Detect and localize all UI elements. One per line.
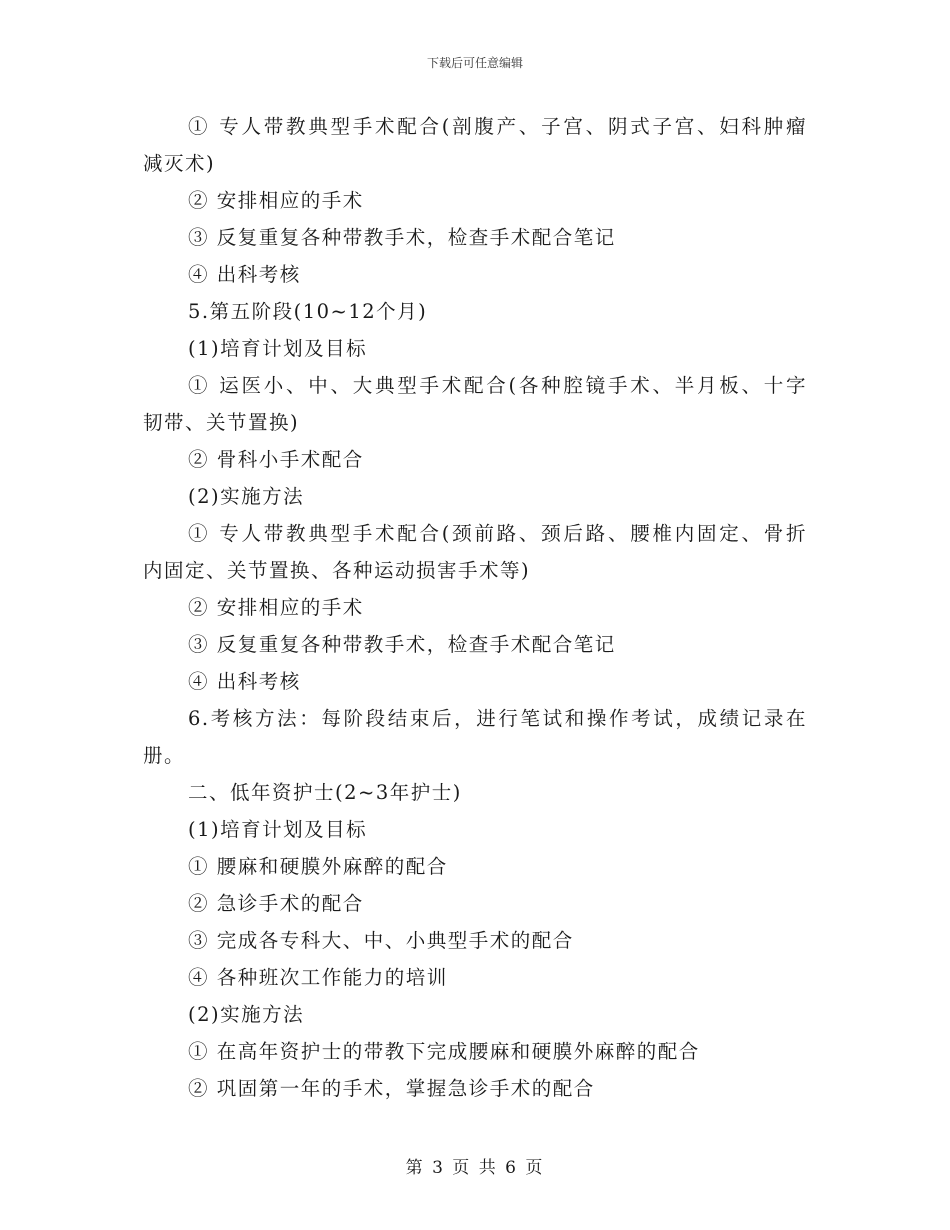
- text-line: ③ 反复重复各种带教手术，检查手术配合笔记: [188, 226, 616, 249]
- text-line: (2)实施方法: [188, 1003, 305, 1026]
- text-line: ④ 各种班次工作能力的培训: [188, 966, 448, 989]
- text-line: ④ 出科考核: [188, 670, 301, 693]
- text-line: 6.考核方法：每阶段结束后，进行笔试和操作考试，成绩记录在: [188, 707, 807, 730]
- document-body: [143, 108, 807, 1107]
- page-footer: 第 3 页 共 6 页: [405, 1158, 545, 1178]
- text-line: ① 专人带教典型手术配合(剖腹产、子宫、阴式子宫、妇科肿瘤: [188, 115, 807, 138]
- text-line: 册。: [143, 744, 186, 767]
- text-line: ④ 出科考核: [188, 263, 301, 286]
- text-line: (1)培育计划及目标: [188, 818, 368, 841]
- text-line: 减灭术): [143, 152, 216, 175]
- text-line: ① 在高年资护士的带教下完成腰麻和硬膜外麻醉的配合: [188, 1040, 700, 1063]
- text-line: (1)培育计划及目标: [188, 337, 368, 360]
- text-line: 韧带、关节置换): [143, 411, 300, 434]
- text-line: (2)实施方法: [188, 485, 305, 508]
- page-header: 下载后可任意编辑: [426, 56, 523, 70]
- text-line: 二、低年资护士(2~3年护士): [188, 781, 462, 804]
- text-line: ② 安排相应的手术: [188, 596, 364, 619]
- text-line: ① 专人带教典型手术配合(颈前路、颈后路、腰椎内固定、骨折: [188, 522, 807, 545]
- text-line: ① 腰麻和硬膜外麻醉的配合: [188, 855, 448, 878]
- text-line: 内固定、关节置换、各种运动损害手术等): [143, 559, 531, 582]
- text-line: ② 巩固第一年的手术，掌握急诊手术的配合: [188, 1077, 595, 1100]
- text-line: ① 运医小、中、大典型手术配合(各种腔镜手术、半月板、十字: [188, 374, 807, 397]
- text-line: ② 安排相应的手术: [188, 189, 364, 212]
- text-line: 5.第五阶段(10~12个月): [188, 300, 428, 323]
- text-line: ② 骨科小手术配合: [188, 448, 364, 471]
- text-line: ③ 反复重复各种带教手术，检查手术配合笔记: [188, 633, 616, 656]
- text-line: ③ 完成各专科大、中、小典型手术的配合: [188, 929, 574, 952]
- text-line: ② 急诊手术的配合: [188, 892, 364, 915]
